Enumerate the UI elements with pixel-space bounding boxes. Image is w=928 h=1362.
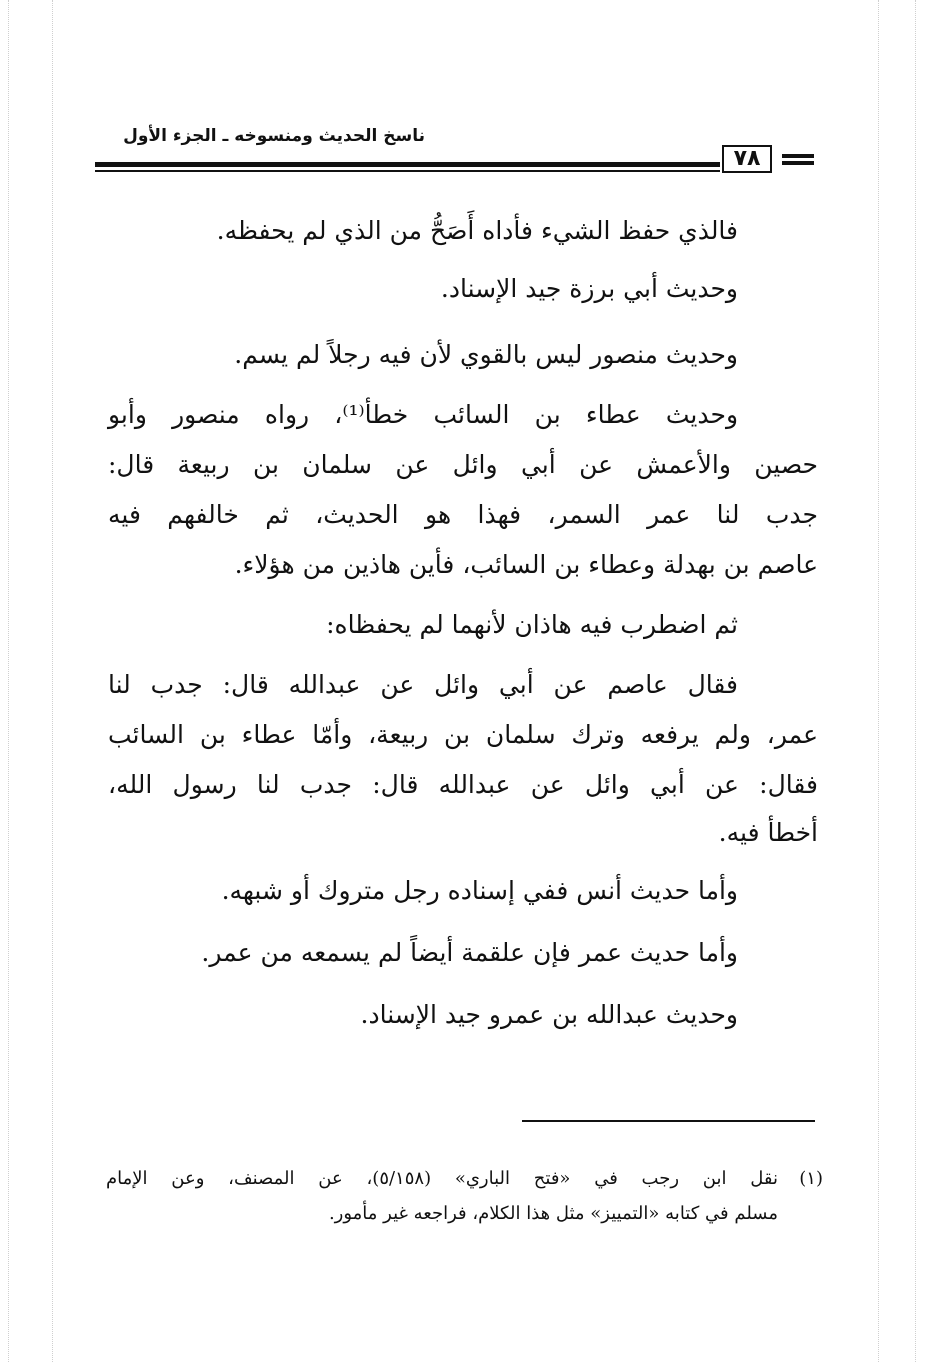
page-number: ٧٨ <box>722 145 772 173</box>
scan-guide-line <box>8 0 9 1362</box>
page-number-bar <box>782 154 814 158</box>
footnote-number: (١) <box>799 1168 823 1189</box>
body-line: وحديث منصور ليس بالقوي لأن فيه رجلاً لم يسم. <box>234 340 738 369</box>
body-line: وحديث عطاء بن السائب خطأ⁽¹⁾، رواه منصور وأبو <box>108 400 739 429</box>
body-line: فقال: عن أبي وائل عن عبدالله قال: جدب لنا رسول الله، <box>108 770 818 799</box>
body-line: وأما حديث أنس ففي إسناده رجل متروك أو شبهه. <box>221 876 738 905</box>
body-line: حصين والأعمش عن أبي وائل عن سلمان بن ربيعة قال: <box>108 450 818 479</box>
footnote-line: نقل ابن رجب في «فتح الباري» (٥/١٥٨)، عن المصنف، وعن الإمام <box>106 1168 778 1189</box>
scan-guide-line <box>52 0 53 1362</box>
header-rule-thick <box>95 162 720 167</box>
scan-guide-line <box>878 0 879 1362</box>
body-line: فالذي حفظ الشيء فأداه أَصَحُّ من الذي لم يحفظه. <box>216 216 738 245</box>
body-line: ثم اضطرب فيه هاذان لأنهما لم يحفظاه: <box>326 610 738 639</box>
body-line: جدب لنا عمر السمر، فهذا هو الحديث، ثم خالفهم فيه <box>108 500 818 529</box>
scan-guide-line <box>915 0 916 1362</box>
header-rule-thin <box>95 170 720 172</box>
body-line: عاصم بن بهدلة وعطاء بن السائب، فأين هاذين من هؤلاء. <box>234 550 818 579</box>
page-number-bar <box>782 161 814 165</box>
body-line: وأما حديث عمر فإن علقمة أيضاً لم يسمعه من عمر. <box>201 938 738 967</box>
body-line: وحديث أبي برزة جيد الإسناد. <box>440 274 738 303</box>
body-line: وحديث عبدالله بن عمرو جيد الإسناد. <box>360 1000 738 1029</box>
running-header-title: ناسخ الحديث ومنسوخه ـ الجزء الأول <box>123 126 425 146</box>
body-line: أخطأ فيه. <box>718 818 818 847</box>
footnote-line: مسلم في كتابه «التمييز» مثل هذا الكلام، فراجعه غير مأمور. <box>328 1203 778 1224</box>
body-line: عمر، ولم يرفعه وترك سلمان بن ربيعة، وأمّا عطاء بن السائب <box>108 720 818 749</box>
body-line: فقال عاصم عن أبي وائل عن عبدالله قال: جدب لنا <box>108 670 738 699</box>
footnote-separator <box>522 1120 815 1122</box>
